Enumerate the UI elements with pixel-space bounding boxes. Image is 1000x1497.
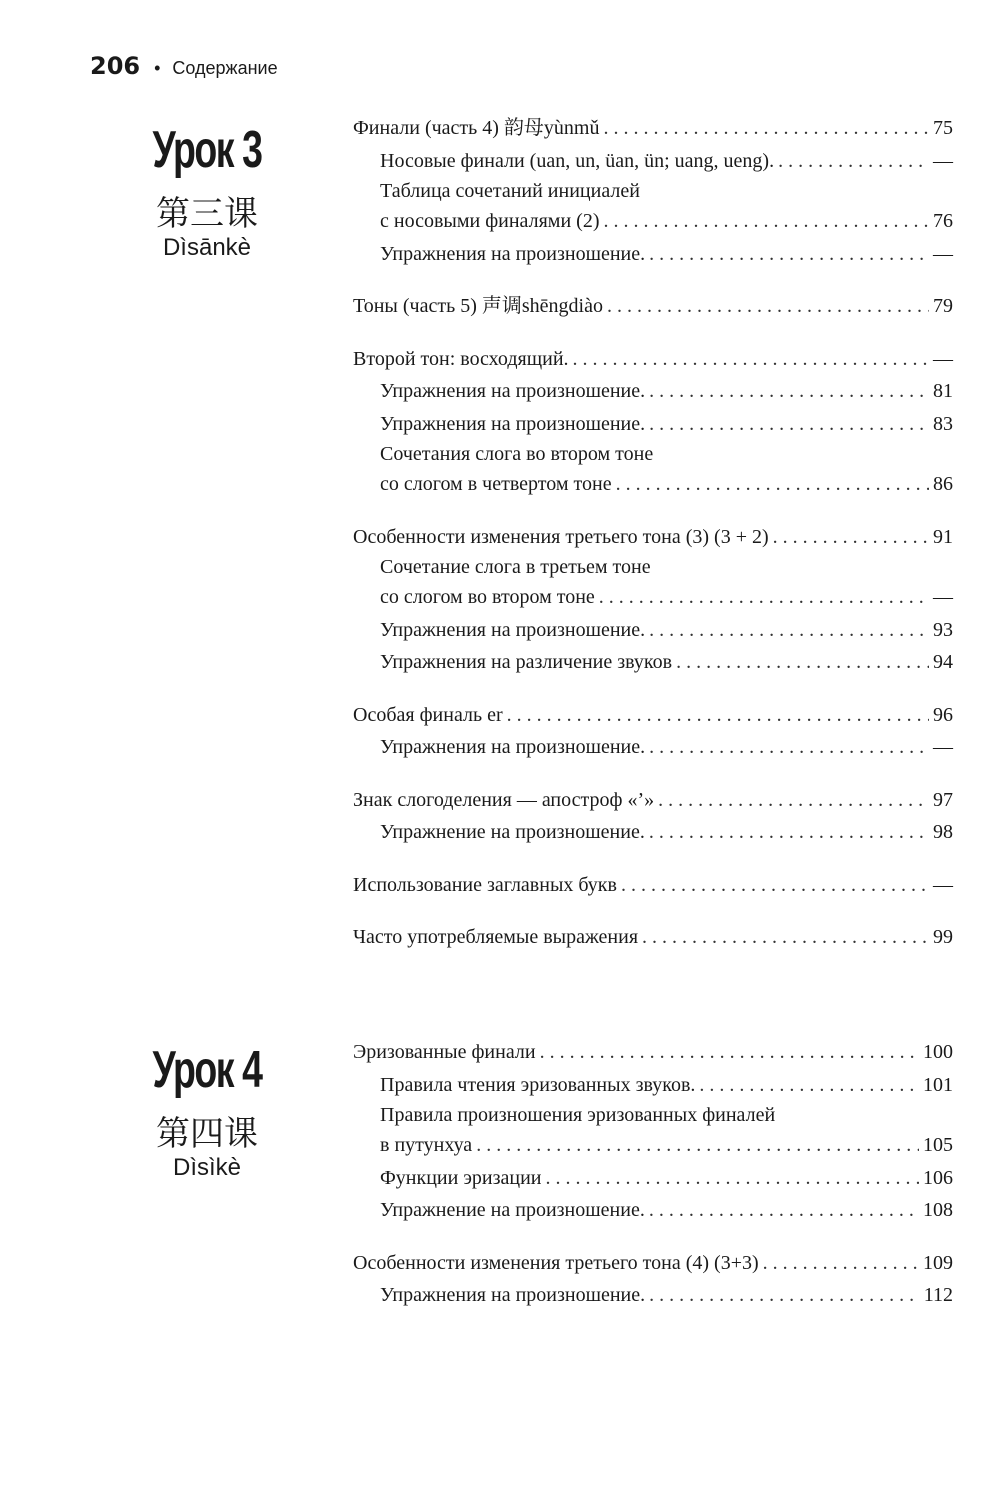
toc-entry-page: 106: [923, 1166, 953, 1189]
section-name: Содержание: [172, 58, 278, 78]
dot-leader: [546, 1162, 919, 1195]
toc-entry[interactable]: [353, 1036, 953, 1069]
lesson-hanzi: 第三课: [156, 194, 258, 234]
dot-leader: [599, 581, 929, 614]
dot-leader: [649, 1279, 920, 1312]
toc-entry-page: 94: [933, 651, 953, 673]
toc-subentry[interactable]: [353, 581, 953, 614]
toc-group: [353, 784, 953, 849]
dot-leader: [649, 375, 929, 408]
dot-leader: [621, 869, 929, 902]
toc-subentry[interactable]: [353, 238, 953, 271]
toc-entry-page: —: [933, 242, 953, 265]
toc-group: [353, 1247, 953, 1312]
dot-leader: [773, 521, 929, 554]
toc-entry-title: Упражнения на различение звуков: [380, 651, 673, 673]
toc-entry-title: Эризованные финали: [353, 1041, 536, 1063]
toc-entry-first-line: Правила произношения эризованных финалей: [380, 1104, 776, 1126]
toc-entry-title: с носовыми финалями (2): [380, 210, 600, 232]
dot-leader: [573, 343, 929, 376]
bullet-separator: •: [154, 58, 161, 78]
toc-entry[interactable]: [353, 290, 953, 323]
dot-leader: [649, 731, 929, 764]
toc-subentry[interactable]: [353, 1194, 953, 1227]
toc-entry-title: в путунхуа: [380, 1134, 473, 1156]
toc-entry-title: Особенности изменения третьего тона (3) (3 + 2): [353, 525, 769, 548]
toc-subentry[interactable]: [353, 1069, 953, 1102]
toc-entry-first-line: Сочетания слога во втором тоне: [380, 443, 654, 465]
toc-entry-page: 86: [933, 473, 953, 495]
toc-entry-title: Упражнение на произношение.: [380, 821, 645, 843]
toc-entry-title: Упражнения на произношение.: [380, 736, 646, 758]
toc-entry-page: 83: [933, 412, 953, 435]
toc-entry-first-line: Сочетание слога в третьем тоне: [380, 556, 651, 578]
dot-leader: [616, 468, 929, 501]
toc-list: [353, 112, 953, 974]
dot-leader: [649, 1194, 919, 1227]
toc-entry-title: Функции эризации: [380, 1166, 542, 1189]
dot-leader: [649, 408, 929, 441]
toc-subentry[interactable]: [353, 1129, 953, 1162]
toc-entry-page: 75: [933, 117, 953, 139]
toc-entry-page: 96: [933, 703, 953, 726]
toc-list: [353, 1036, 953, 1332]
toc-entry[interactable]: [353, 521, 953, 554]
dot-leader: [778, 145, 929, 178]
dot-leader: [699, 1069, 919, 1102]
toc-entry-title: Носовые финали (uan, un, üan, ün; uang, ueng).: [380, 149, 775, 172]
toc-group: [353, 290, 953, 323]
dot-leader: [649, 816, 929, 849]
toc-group: [353, 699, 953, 764]
lesson-pinyin: Dìsānkè: [162, 234, 252, 261]
toc-entry[interactable]: [353, 699, 953, 732]
toc-entry-title: Финали (часть 4) 韵母yùnmǔ: [353, 117, 600, 139]
toc-entry-page: —: [933, 347, 953, 370]
dot-leader: [676, 646, 929, 679]
toc-entry-page: 100: [923, 1041, 953, 1063]
lesson-label: [112, 120, 302, 262]
toc-subentry[interactable]: [353, 646, 953, 679]
toc-entry-page: —: [933, 586, 953, 608]
toc-entry[interactable]: [353, 343, 953, 376]
toc-entry[interactable]: [353, 921, 953, 954]
toc-entry-page: 97: [933, 788, 953, 811]
toc-entry-page: 112: [923, 1284, 953, 1306]
lesson-title: Урок 3: [152, 121, 262, 179]
dot-leader: [476, 1129, 919, 1162]
toc-group: [353, 1036, 953, 1227]
toc-entry-title: Тоны (часть 5) 声调shēngdiào: [353, 295, 603, 317]
toc-entry-page: 93: [933, 618, 953, 641]
toc-entry-title: Знак слогоделения — апостроф «’»: [353, 788, 655, 811]
toc-entry-title: Упражнения на произношение.: [380, 380, 646, 402]
dot-leader: [658, 784, 929, 817]
toc-entry-page: 99: [933, 926, 953, 948]
running-head: [90, 52, 278, 80]
toc-group: [353, 343, 953, 501]
toc-entry-page: 105: [923, 1134, 953, 1156]
toc-group: [353, 869, 953, 902]
toc-entry-page: 101: [923, 1073, 953, 1096]
toc-entry[interactable]: [353, 112, 953, 145]
toc-entry-title: Использование заглавных букв: [353, 873, 617, 896]
toc-subentry[interactable]: [353, 408, 953, 441]
page-number: 206: [90, 52, 141, 80]
toc-entry-title: Упражнения на произношение.: [380, 618, 646, 641]
toc-entry-title: со слогом во втором тоне: [380, 586, 595, 608]
toc-subentry[interactable]: [353, 1279, 953, 1312]
toc-subentry[interactable]: [353, 731, 953, 764]
toc-entry-title: Упражнение на произношение.: [380, 1199, 645, 1221]
toc-entry-page: —: [933, 873, 953, 896]
toc-entry-title: со слогом в четвертом тоне: [380, 473, 612, 495]
toc-entry-page: —: [933, 736, 953, 758]
toc-entry-title: Правила чтения эризованных звуков.: [380, 1073, 696, 1096]
toc-subentry[interactable]: [353, 1162, 953, 1195]
dot-leader: [649, 614, 929, 647]
toc-entry-page: 109: [923, 1251, 953, 1274]
toc-entry[interactable]: [353, 869, 953, 902]
dot-leader: [507, 699, 929, 732]
dot-leader: [642, 921, 929, 954]
lesson-title: Урок 4: [152, 1041, 262, 1099]
toc-subentry[interactable]: [353, 145, 953, 178]
toc-entry-page: 108: [923, 1199, 953, 1221]
lesson-pinyin: Dìsìkè: [172, 1154, 241, 1181]
toc-entry-title: Особая финаль er: [353, 703, 503, 726]
dot-leader: [763, 1247, 919, 1280]
toc-entry[interactable]: [353, 784, 953, 817]
toc-entry-title: Упражнения на произношение.: [380, 242, 646, 265]
toc-entry[interactable]: [353, 1247, 953, 1280]
toc-subentry[interactable]: [353, 468, 953, 501]
toc-entry-first-line: Таблица сочетаний инициалей: [380, 180, 640, 202]
toc-entry-title: Упражнения на произношение.: [380, 412, 646, 435]
dot-leader: [649, 238, 929, 271]
dot-leader: [607, 290, 929, 323]
toc-group: [353, 521, 953, 679]
toc-entry-page: 91: [933, 525, 953, 548]
toc-subentry[interactable]: [353, 205, 953, 238]
toc-entry-title: Упражнения на произношение.: [380, 1284, 646, 1306]
lesson-hanzi: 第四课: [156, 1114, 258, 1154]
toc-entry-title: Часто употребляемые выражения: [353, 926, 639, 948]
toc-subentry[interactable]: [353, 375, 953, 408]
toc-subentry[interactable]: [353, 614, 953, 647]
toc-group: [353, 112, 953, 270]
toc-subentry[interactable]: [353, 816, 953, 849]
toc-entry-page: 76: [933, 210, 953, 232]
toc-entry-page: 79: [933, 295, 953, 317]
dot-leader: [603, 205, 929, 238]
toc-entry-title: Особенности изменения третьего тона (4) (3+3): [353, 1251, 759, 1274]
dot-leader: [604, 112, 930, 145]
toc-entry-page: —: [933, 149, 953, 172]
dot-leader: [540, 1036, 919, 1069]
toc-entry-title: Второй тон: восходящий.: [353, 347, 569, 370]
lesson-label: [112, 1040, 302, 1182]
toc-entry-page: 81: [933, 380, 953, 402]
toc-entry-page: 98: [933, 821, 953, 843]
toc-group: [353, 921, 953, 954]
